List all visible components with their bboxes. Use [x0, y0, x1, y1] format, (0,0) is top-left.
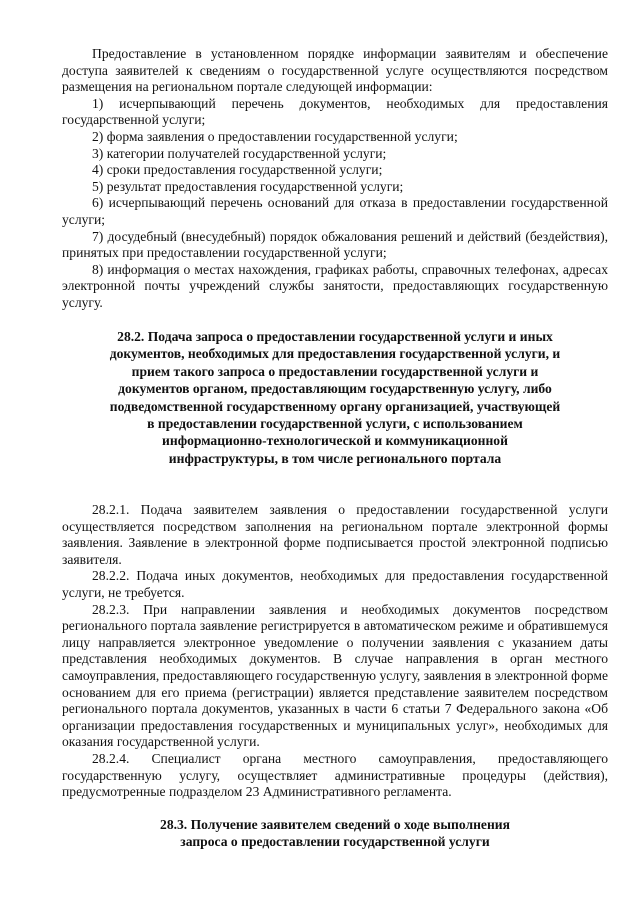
section-28-3-heading-block: [62, 816, 608, 851]
paragraph-28-2-4: 28.2.4. Специалист органа местного самоуправления, предоставляющего государственную услугу, осуществляет административные процедуры (действия), предусмотренные подразделом 23 Административного регламента.: [62, 750, 608, 800]
paragraph-28-2-1: 28.2.1. Подача заявителем заявления о предоставлении государственной услуги осуществляется посредством заполнения на региональном портале электронной формы заявления. Заявление в электронной форме подписывается простой электронной подписью заявителя.: [62, 502, 608, 567]
list-item-1: 1) исчерпывающий перечень документов, необходимых для предоставления государственной услуги;: [62, 95, 608, 128]
section-28-2-body: [62, 502, 608, 801]
section-28-2-heading: 28.2. Подача запроса о предоставлении государственной услуги и иных документов, необходимых для предоставления государственной услуги, и прием такого запроса о предоставлении государственной услуги и документов органом, предоставляющим государственную услугу, либо подведомственной государственному органу организацией, участвующей в предоставлении государственной услуги, с использованием информационно-технологической и коммуникационной инфраструктуры, в том числе регионального портала: [109, 329, 561, 466]
list-item-8: 8) информация о местах нахождения, графиках работы, справочных телефонах, адресах электронной почты учреждений службы занятости, предоставляющих государственную услугу.: [62, 261, 608, 310]
list-item-7: 7) досудебный (внесудебный) порядок обжалования решений и действий (бездействия), принятых при предоставлении государственной услуги;: [62, 228, 608, 261]
intro-block: [62, 46, 608, 312]
paragraph-28-2-3: 28.2.3. При направлении заявления и необходимых документов посредством регионального портала заявление регистрируется в автоматическом режиме и обратившемуся лицу направляется электронное уведомление о получении заявления с указанием даты представления необходимых документов. В случае направления в орган местного самоуправления, предоставляющего государственную услугу, заявления в электронной форме основанием для его приема (регистрации) является представление заявителем посредством регионального портала документов, указанных в части 6 статьи 7 Федерального закона «Об организации предоставления государственных и муниципальных услуг», необходимых для оказания государственной услуги.: [62, 601, 608, 750]
list-item-2: 2) форма заявления о предоставлении государственной услуги;: [92, 128, 458, 144]
list-item-5: 5) результат предоставления государственной услуги;: [92, 178, 404, 194]
paragraph-28-2-2: 28.2.2. Подача иных документов, необходимых для предоставления государственной услуги, не требуется.: [62, 568, 608, 600]
section-28-3-heading: 28.3. Получение заявителем сведений о ходе выполнения запроса о предоставлении государственной услуги: [160, 817, 510, 850]
intro-paragraph: Предоставление в установленном порядке информации заявителям и обеспечение доступа заявителей к сведениям о государственной услуге осуществляются посредством размещения на региональном портале следующей информации:: [62, 46, 608, 95]
list-item-4: 4) сроки предоставления государственной услуги;: [92, 162, 383, 178]
section-28-2-heading-block: [62, 328, 608, 467]
list-item-3: 3) категории получателей государственной услуги;: [92, 145, 387, 161]
list-item-6: 6) исчерпывающий перечень оснований для отказа в предоставлении государственной услуги;: [62, 195, 608, 227]
